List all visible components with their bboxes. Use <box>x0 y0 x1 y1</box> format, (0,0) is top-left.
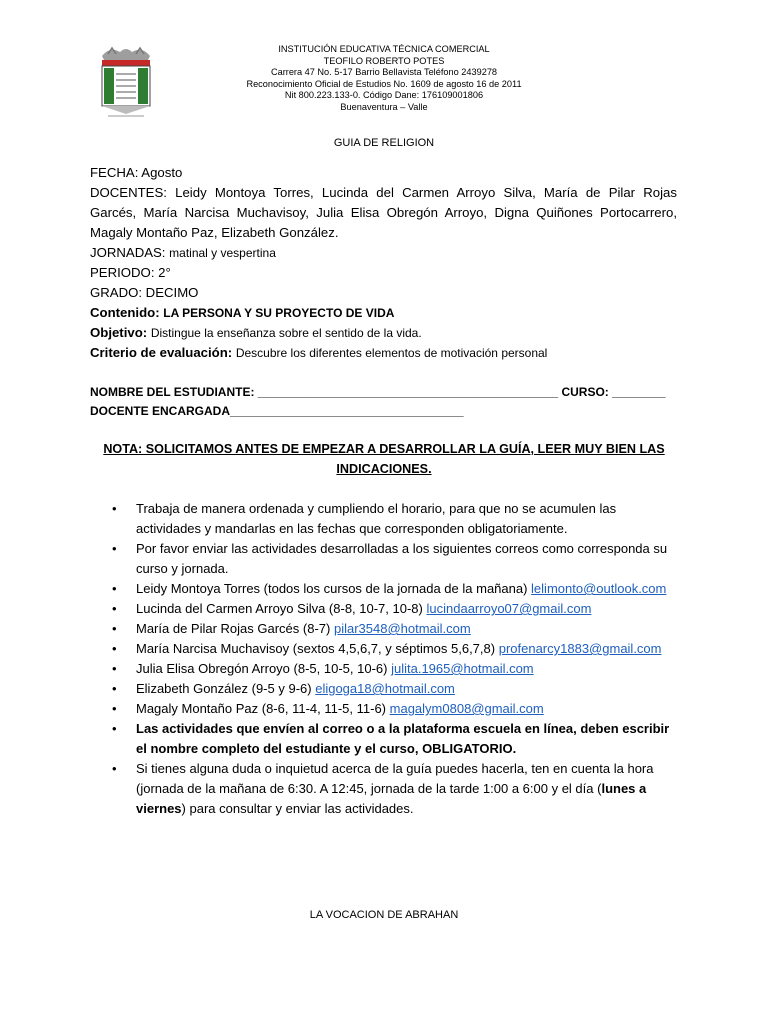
nit-dane: Nit 800.223.133-0. Código Dane: 176109001806 <box>284 90 484 100</box>
email-link[interactable]: julita.1965@hotmail.com <box>391 661 534 676</box>
teacher-name: María de Pilar Rojas Garcés (8-7) <box>136 621 331 636</box>
jornadas-label: JORNADAS: <box>90 245 166 260</box>
teacher-name: Leidy Montoya Torres (todos los cursos de la jornada de la mañana) <box>136 581 528 596</box>
teacher-name: Magaly Montaño Paz (8-6, 11-4, 11-5, 11-6) <box>136 701 387 716</box>
section-title: LA VOCACION DE ABRAHAN <box>309 909 459 921</box>
email-link[interactable]: lucindaarroyo07@gmail.com <box>426 601 592 616</box>
list-item <box>112 679 682 699</box>
contenido <box>90 303 677 323</box>
school-address: Carrera 47 No. 5-17 Barrio Bellavista Teléfono 2439278 <box>270 67 498 77</box>
student-name-field[interactable]: NOMBRE DEL ESTUDIANTE: _____________________________________________ CURSO: ________ <box>90 385 666 399</box>
student-fields <box>90 383 690 421</box>
periodo: PERIODO: 2° <box>90 265 171 280</box>
list-item <box>112 659 682 679</box>
docentes-line-2: Garcés, María Narcisa Muchavisoy, Julia Elisa Obregón Arroyo, Digna Quiñones Portocarrero, <box>90 205 677 220</box>
criterio <box>90 343 677 363</box>
jornadas-value: matinal y vespertina <box>169 246 276 260</box>
list-item <box>112 579 682 599</box>
fecha: FECHA: Agosto <box>90 165 183 180</box>
list-item <box>112 759 682 819</box>
email-link[interactable]: eligoga18@hotmail.com <box>315 681 455 696</box>
list-item <box>112 599 682 619</box>
teacher-name: Julia Elisa Obregón Arroyo (8-5, 10-5, 10-6) <box>136 661 388 676</box>
official-recognition: Reconocimiento Oficial de Estudios No. 1609 de agosto 16 de 2011 <box>246 78 522 89</box>
schedule-text-end: ) para consultar y enviar las actividades. <box>181 801 414 816</box>
email-link[interactable]: magalym0808@gmail.com <box>389 701 544 716</box>
objetivo-value: Distingue la enseñanza sobre el sentido de la vida. <box>150 326 422 340</box>
email-link[interactable]: pilar3548@hotmail.com <box>333 621 471 636</box>
list-item <box>112 639 682 659</box>
contenido-value: LA PERSONA Y SU PROYECTO DE VIDA <box>163 306 395 320</box>
email-link[interactable]: profenarcy1883@gmail.com <box>498 641 662 656</box>
institution-name: INSTITUCIÓN EDUCATIVA TÉCNICA COMERCIAL <box>278 44 490 54</box>
list-item <box>112 619 682 639</box>
list-item <box>112 699 682 719</box>
teacher-name: Lucinda del Carmen Arroyo Silva (8-8, 10-7, 10-8) <box>136 601 423 616</box>
teacher-field[interactable]: DOCENTE ENCARGADA___________________________________ <box>90 404 464 418</box>
guide-info <box>90 163 677 363</box>
school-city: Buenaventura – Valle <box>340 101 428 112</box>
school-name: TEOFILO ROBERTO POTES <box>323 55 445 66</box>
docentes-line-1 <box>90 183 677 203</box>
email-link[interactable]: lelimonto@outlook.com <box>531 581 667 596</box>
list-item: • Por favor enviar las actividades desarrolladas a los siguientes correos como corresponda su curso y jornada. <box>112 539 682 579</box>
school-crest-icon <box>98 44 154 118</box>
teacher-name: María Narcisa Muchavisoy (sextos 4,5,6,7, y séptimos 5,6,7,8) <box>136 641 496 656</box>
jornadas <box>90 243 677 263</box>
schedule-text: Si tienes alguna duda o inquietud acerca de la guía puedes hacerla, ten en cuenta la hora (jornada de la mañana de 6:30. A 12:45, jornada de la tarde 1:00 a 6:00 y el día ( <box>136 761 654 796</box>
objetivo <box>90 323 677 343</box>
teacher-name: Elizabeth González (9-5 y 9-6) <box>136 681 312 696</box>
instructions-list <box>112 499 682 819</box>
schedule-days: lunes a viernes <box>136 781 647 816</box>
list-item: • Trabaja de manera ordenada y cumpliendo el horario, para que no se acumulen las actividades y mandarlas en las fechas que corresponden obligatoriamente. <box>112 499 682 539</box>
criterio-value: Descubre los diferentes elementos de motivación personal <box>235 346 548 360</box>
criterio-label: Criterio de evaluación: <box>90 345 233 360</box>
docentes-line-3: Magaly Montaño Paz, Elizabeth González. <box>90 225 339 240</box>
obligatory-note: Las actividades que envíen al correo o a la plataforma escuela en línea, deben escribir el nombre completo del estudiante y el curso, OBLIGATORIO. <box>136 721 670 756</box>
contenido-label: Contenido: <box>90 305 160 320</box>
letterhead <box>200 44 568 113</box>
docentes-names-1: Leidy Montoya Torres, Lucinda del Carmen Arroyo Silva, María de Pilar Rojas <box>175 185 677 200</box>
guide-title: GUIA DE RELIGION <box>333 137 435 149</box>
docentes-label: DOCENTES: <box>90 185 167 200</box>
objetivo-label: Objetivo: <box>90 325 148 340</box>
grado: GRADO: DECIMO <box>90 285 199 300</box>
nota-warning: NOTA: SOLICITAMOS ANTES DE EMPEZAR A DESARROLLAR LA GUÍA, LEER MUY BIEN LAS INDICACIONES. <box>103 442 665 476</box>
list-item <box>112 719 682 759</box>
